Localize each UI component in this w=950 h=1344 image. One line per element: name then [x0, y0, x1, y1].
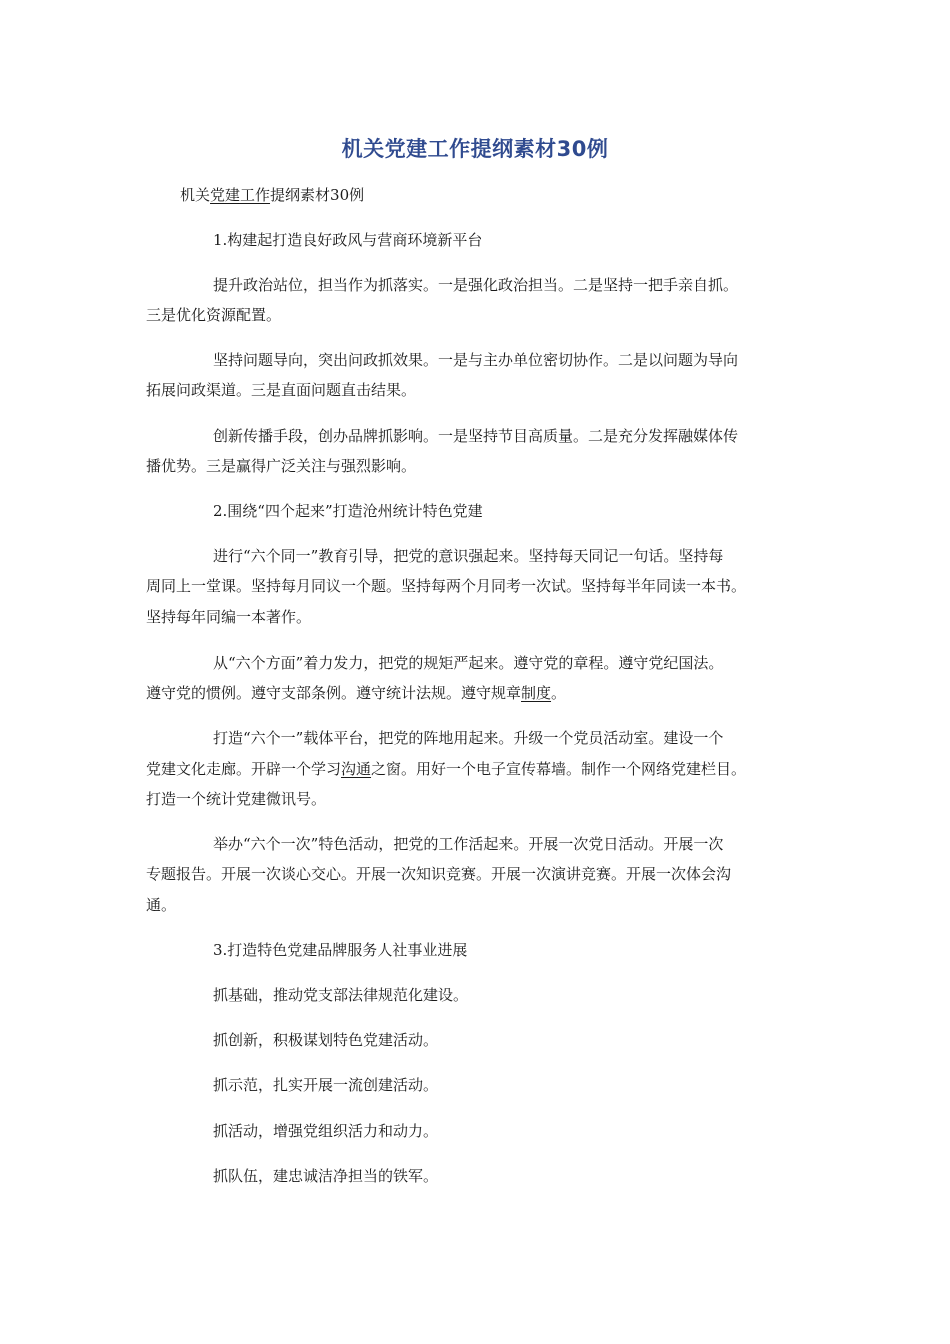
section-heading-3: 3.打造特色党建品牌服务人社事业进展: [213, 941, 468, 959]
paragraph-line: 播优势。三是赢得广泛关注与强烈影响。: [146, 457, 417, 475]
paragraph-line: 抓创新，积极谋划特色党建活动。: [213, 1031, 439, 1049]
paragraph-line: 从“六个方面”着力发力，把党的规矩严起来。遵守党的章程。遵守党纪国法。: [213, 654, 724, 672]
paragraph-line: 抓队伍，建忠诚洁净担当的铁军。: [213, 1167, 439, 1185]
paragraph-line: 拓展问政渠道。三是直面问题直击结果。: [146, 381, 417, 399]
section-heading-1: 1.构建起打造良好政风与营商环境新平台: [213, 231, 483, 249]
paragraph-line: [146, 683, 566, 703]
paragraph-line: 三是优化资源配置。: [146, 306, 282, 324]
paragraph-line: 创新传播手段，创办品牌抓影响。一是坚持节目高质量。二是充分发挥融媒体传: [213, 427, 739, 445]
paragraph-line: [146, 759, 746, 779]
paragraph-text: 党建文化走廊。开辟一个学习: [146, 760, 342, 778]
paragraph-line: 提升政治站位，担当作为抓落实。一是强化政治担当。二是坚持一把手亲自抓。: [213, 276, 739, 294]
section-heading-2: 2.围绕“四个起来”打造沧州统计特色党建: [213, 502, 483, 520]
paragraph-line: 打造一个统计党建微讯号。: [146, 790, 327, 808]
inline-link[interactable]: 制度: [521, 684, 552, 702]
paragraph-line: 抓基础，推动党支部法律规范化建设。: [213, 986, 469, 1004]
subtitle-link[interactable]: 党建工作: [210, 186, 271, 204]
paragraph-line: 坚持问题导向，突出问政抓效果。一是与主办单位密切协作。二是以问题为导向: [213, 351, 739, 369]
paragraph-line: 抓示范，扎实开展一流创建活动。: [213, 1076, 439, 1094]
paragraph-text: 。: [551, 684, 567, 702]
paragraph-text: 之窗。用好一个电子宣传幕墙。制作一个网络党建栏目。: [371, 760, 747, 778]
subtitle-line: [180, 185, 364, 205]
paragraph-line: 进行“六个同一”教育引导，把党的意识强起来。坚持每天同记一句话。坚持每: [213, 547, 724, 565]
paragraph-text: 遵守党的惯例。遵守支部条例。遵守统计法规。遵守规章: [146, 684, 522, 702]
paragraph-line: 通。: [146, 896, 177, 914]
paragraph-line: 打造“六个一”载体平台，把党的阵地用起来。升级一个党员活动室。建设一个: [213, 729, 724, 747]
paragraph-line: 举办“六个一次”特色活动，把党的工作活起来。开展一次党日活动。开展一次: [213, 835, 724, 853]
paragraph-line: 坚持每年同编一本著作。: [146, 608, 312, 626]
document-title: 机关党建工作提纲素材30例: [341, 137, 609, 161]
paragraph-line: 抓活动，增强党组织活力和动力。: [213, 1122, 439, 1140]
inline-link[interactable]: 沟通: [341, 760, 372, 778]
paragraph-line: 专题报告。开展一次谈心交心。开展一次知识竞赛。开展一次演讲竞赛。开展一次体会沟: [146, 865, 732, 883]
subtitle-text: 机关: [180, 186, 211, 204]
subtitle-text: 提纲素材30例: [270, 186, 365, 204]
paragraph-line: 周同上一堂课。坚持每月同议一个题。坚持每两个月同考一次试。坚持每半年同读一本书。: [146, 577, 747, 595]
